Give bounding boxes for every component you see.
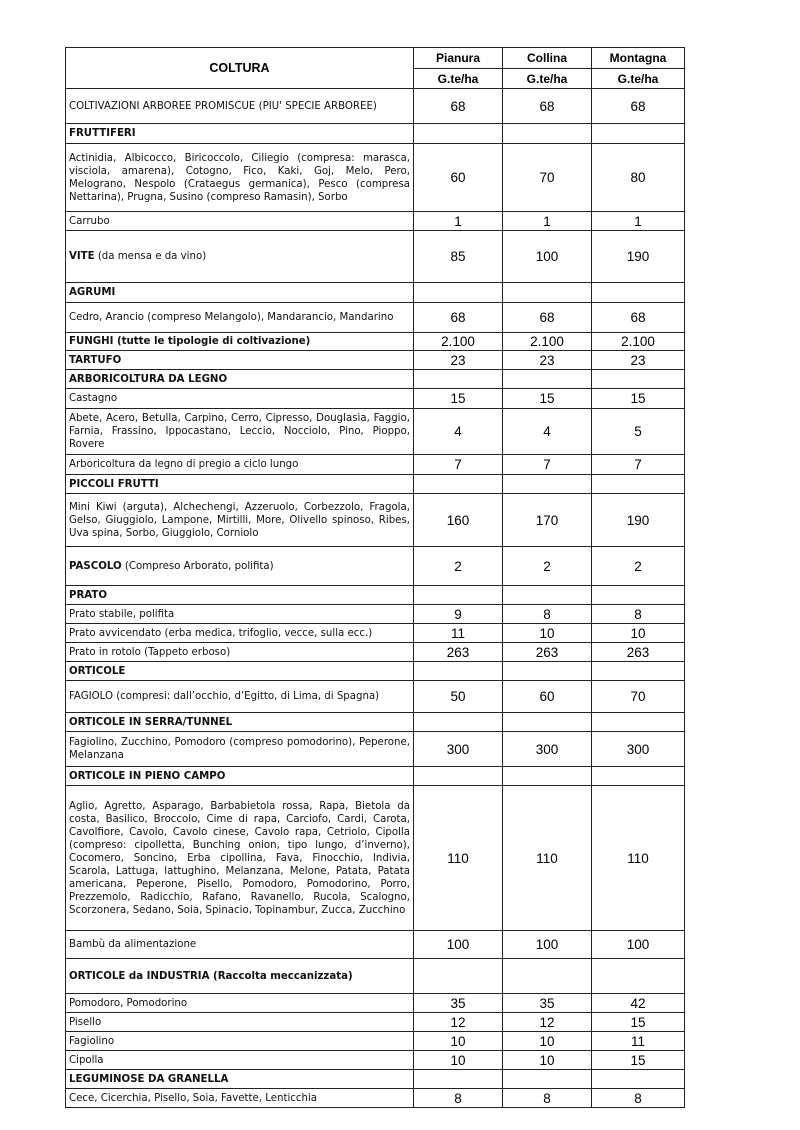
value-collina: 263 [503,643,592,662]
crop-name: Prato in rotolo (Tappeto erboso) [66,643,414,662]
value-pianura: 160 [414,494,503,547]
header-unit-collina: G.te/ha [503,69,592,89]
value-pianura: 7 [414,455,503,475]
table-row [66,662,685,681]
value-pianura [414,124,503,144]
value-collina: 12 [503,1013,592,1032]
value-collina: 15 [503,389,592,409]
crop-name [66,547,414,586]
value-pianura: 2.100 [414,333,503,351]
value-pianura: 2 [414,547,503,586]
crop-name: Mini Kiwi (arguta), Alchechengi, Azzeruolo, Corbezzolo, Fragola, Gelso, Giuggiolo, Lampone, Mirtilli, More, Olivello spinoso, Ribes, Uva spina, Sorbo, Giuggiolo, Corniolo [66,494,414,547]
table-row [66,624,685,643]
value-montagna [592,713,685,732]
value-collina [503,713,592,732]
value-collina: 70 [503,144,592,212]
value-pianura: 4 [414,409,503,455]
crop-name-note: (Compreso Arborato, polifita) [121,560,274,572]
table-row [66,959,685,994]
table-row [66,586,685,605]
value-montagna: 23 [592,351,685,370]
value-pianura [414,370,503,389]
crop-name: Aglio, Agretto, Asparago, Barbabietola rossa, Rapa, Bietola da costa, Basilico, Broccolo, Cime di rapa, Carciofo, Cardi, Carota, Cavolfiore, Cavolo, Cavolo cinese, Cavolo rapa, Cetriolo, Cipolla (compreso: cipolletta, Bunching onion, tipo lungo, d’inverno), Cocomero, Soncino, Erba cipollina, Fava, Finocchio, Indivia, Scarola, Lattuga, lattughino, Melanzana, Melone, Patata, Patata americana, Peperone, Pisello, Pomodoro, Pomodorino, Porro, Prezzemolo, Radicchio, Rafano, Ravanello, Rucola, Scalogno, Scorzonera, Sedano, Soia, Spinacio, Topinambur, Zucca, Zucchino [66,786,414,931]
crop-name: FAGIOLO (compresi: dall’occhio, d’Egitto, di Lima, di Spagna) [66,681,414,713]
table-row [66,713,685,732]
value-pianura: 9 [414,605,503,624]
table-row [66,931,685,959]
crop-table [65,47,685,1108]
value-collina: 4 [503,409,592,455]
table-row [66,389,685,409]
value-collina [503,124,592,144]
value-montagna: 8 [592,1089,685,1108]
crop-name: Cipolla [66,1051,414,1070]
crop-name: FUNGHI (tutte le tipologie di coltivazione) [66,333,414,351]
value-collina [503,1070,592,1089]
value-collina [503,283,592,303]
value-pianura: 35 [414,994,503,1013]
crop-name: ORTICOLE [66,662,414,681]
value-pianura [414,475,503,494]
value-collina: 100 [503,931,592,959]
value-pianura [414,767,503,786]
value-pianura: 15 [414,389,503,409]
value-montagna: 300 [592,732,685,767]
crop-name: TARTUFO [66,351,414,370]
value-collina: 35 [503,994,592,1013]
crop-name: ORTICOLE da INDUSTRIA (Raccolta meccanizzata) [66,959,414,994]
header-collina: Collina [503,48,592,69]
value-collina: 8 [503,605,592,624]
value-collina: 23 [503,351,592,370]
value-montagna: 68 [592,89,685,124]
table-row [66,681,685,713]
value-montagna: 190 [592,494,685,547]
value-montagna: 263 [592,643,685,662]
value-pianura: 263 [414,643,503,662]
table-row [66,212,685,231]
value-montagna [592,124,685,144]
value-montagna: 5 [592,409,685,455]
value-collina [503,959,592,994]
value-montagna [592,767,685,786]
value-collina: 300 [503,732,592,767]
value-montagna [592,586,685,605]
header-coltura: COLTURA [66,48,414,89]
value-montagna: 7 [592,455,685,475]
value-montagna: 42 [592,994,685,1013]
crop-name: ORTICOLE IN PIENO CAMPO [66,767,414,786]
crop-name: Castagno [66,389,414,409]
value-pianura: 68 [414,89,503,124]
crop-name: ORTICOLE IN SERRA/TUNNEL [66,713,414,732]
header-montagna: Montagna [592,48,685,69]
value-pianura: 85 [414,231,503,283]
table-row [66,786,685,931]
header-pianura: Pianura [414,48,503,69]
value-montagna: 68 [592,303,685,333]
value-pianura: 8 [414,1089,503,1108]
value-montagna: 10 [592,624,685,643]
table-row [66,409,685,455]
value-collina [503,586,592,605]
table-row [66,455,685,475]
value-pianura: 23 [414,351,503,370]
value-collina: 10 [503,1032,592,1051]
table-row [66,605,685,624]
value-pianura: 300 [414,732,503,767]
table-row [66,1051,685,1070]
value-montagna [592,283,685,303]
value-collina: 170 [503,494,592,547]
value-montagna: 100 [592,931,685,959]
crop-name: FRUTTIFERI [66,124,414,144]
table-row [66,475,685,494]
crop-name: Prato stabile, polifita [66,605,414,624]
value-collina [503,475,592,494]
crop-name: Pomodoro, Pomodorino [66,994,414,1013]
header-unit-montagna: G.te/ha [592,69,685,89]
crop-name: Abete, Acero, Betulla, Carpino, Cerro, Cipresso, Douglasia, Faggio, Farnia, Frassino, Ippocastano, Leccio, Nocciolo, Pino, Pioppo, Rovere [66,409,414,455]
table-row [66,351,685,370]
value-pianura: 100 [414,931,503,959]
value-montagna [592,959,685,994]
value-pianura [414,586,503,605]
value-collina: 1 [503,212,592,231]
value-pianura [414,713,503,732]
value-pianura: 50 [414,681,503,713]
value-montagna [592,662,685,681]
table-row [66,231,685,283]
crop-name: Carrubo [66,212,414,231]
value-pianura: 60 [414,144,503,212]
crop-name: Bambù da alimentazione [66,931,414,959]
value-collina: 10 [503,1051,592,1070]
value-collina: 100 [503,231,592,283]
crop-name: Prato avvicendato (erba medica, trifoglio, vecce, sulla ecc.) [66,624,414,643]
value-collina: 68 [503,89,592,124]
value-collina [503,370,592,389]
value-montagna [592,1070,685,1089]
table-row [66,89,685,124]
value-collina: 68 [503,303,592,333]
table-row [66,547,685,586]
value-montagna: 2 [592,547,685,586]
value-montagna: 2.100 [592,333,685,351]
table-row [66,283,685,303]
value-pianura: 1 [414,212,503,231]
crop-name: Cedro, Arancio (compreso Melangolo), Mandarancio, Mandarino [66,303,414,333]
crop-name: PICCOLI FRUTTI [66,475,414,494]
table-row [66,144,685,212]
value-montagna: 190 [592,231,685,283]
value-collina: 10 [503,624,592,643]
table-row [66,494,685,547]
crop-name-note: (da mensa e da vino) [94,251,207,262]
crop-name-main: VITE [69,251,95,262]
value-montagna: 8 [592,605,685,624]
value-pianura: 12 [414,1013,503,1032]
value-pianura: 11 [414,624,503,643]
crop-name: Arboricoltura da legno di pregio a ciclo lungo [66,455,414,475]
crop-name: COLTIVAZIONI ARBOREE PROMISCUE (PIU' SPECIE ARBOREE) [66,89,414,124]
value-montagna: 80 [592,144,685,212]
crop-name: Cece, Cicerchia, Pisello, Soia, Favette, Lenticchia [66,1089,414,1108]
table-row [66,124,685,144]
value-pianura: 10 [414,1032,503,1051]
value-pianura [414,283,503,303]
value-collina: 110 [503,786,592,931]
table-row [66,1013,685,1032]
value-collina: 2 [503,547,592,586]
value-montagna: 15 [592,1051,685,1070]
table-row [66,303,685,333]
crop-name: Fagiolino, Zucchino, Pomodoro (compreso pomodorino), Peperone, Melanzana [66,732,414,767]
crop-name: Fagiolino [66,1032,414,1051]
value-montagna: 15 [592,389,685,409]
value-pianura [414,959,503,994]
crop-name: ARBORICOLTURA DA LEGNO [66,370,414,389]
value-collina: 8 [503,1089,592,1108]
value-pianura [414,662,503,681]
value-collina: 60 [503,681,592,713]
table-row [66,994,685,1013]
table-row [66,732,685,767]
table-row [66,643,685,662]
crop-name: PRATO [66,586,414,605]
table-row [66,1070,685,1089]
table-row [66,1089,685,1108]
crop-name: AGRUMI [66,283,414,303]
value-pianura: 10 [414,1051,503,1070]
crop-name [66,231,414,283]
value-pianura [414,1070,503,1089]
crop-name: Pisello [66,1013,414,1032]
value-collina [503,767,592,786]
table-row [66,370,685,389]
value-montagna: 70 [592,681,685,713]
value-montagna [592,475,685,494]
table-row [66,1032,685,1051]
table-body [66,89,685,1108]
value-montagna: 15 [592,1013,685,1032]
value-collina: 7 [503,455,592,475]
value-collina [503,662,592,681]
value-pianura: 68 [414,303,503,333]
crop-name: LEGUMINOSE DA GRANELLA [66,1070,414,1089]
value-montagna: 110 [592,786,685,931]
table-row [66,767,685,786]
value-montagna [592,370,685,389]
value-montagna: 11 [592,1032,685,1051]
value-pianura: 110 [414,786,503,931]
crop-name-main: PASCOLO [69,560,122,572]
table-row [66,333,685,351]
crop-name: Actinidia, Albicocco, Biricoccolo, Ciliegio (compresa: marasca, visciola, amarena), Cotogno, Fico, Kaki, Goj, Melo, Pero, Melograno, Nespolo (Crataegus germanica), Pesco (compresa Nettarina), Prugna, Susino (compreso Ramasin), Sorbo [66,144,414,212]
header-unit-pianura: G.te/ha [414,69,503,89]
value-collina: 2.100 [503,333,592,351]
value-montagna: 1 [592,212,685,231]
